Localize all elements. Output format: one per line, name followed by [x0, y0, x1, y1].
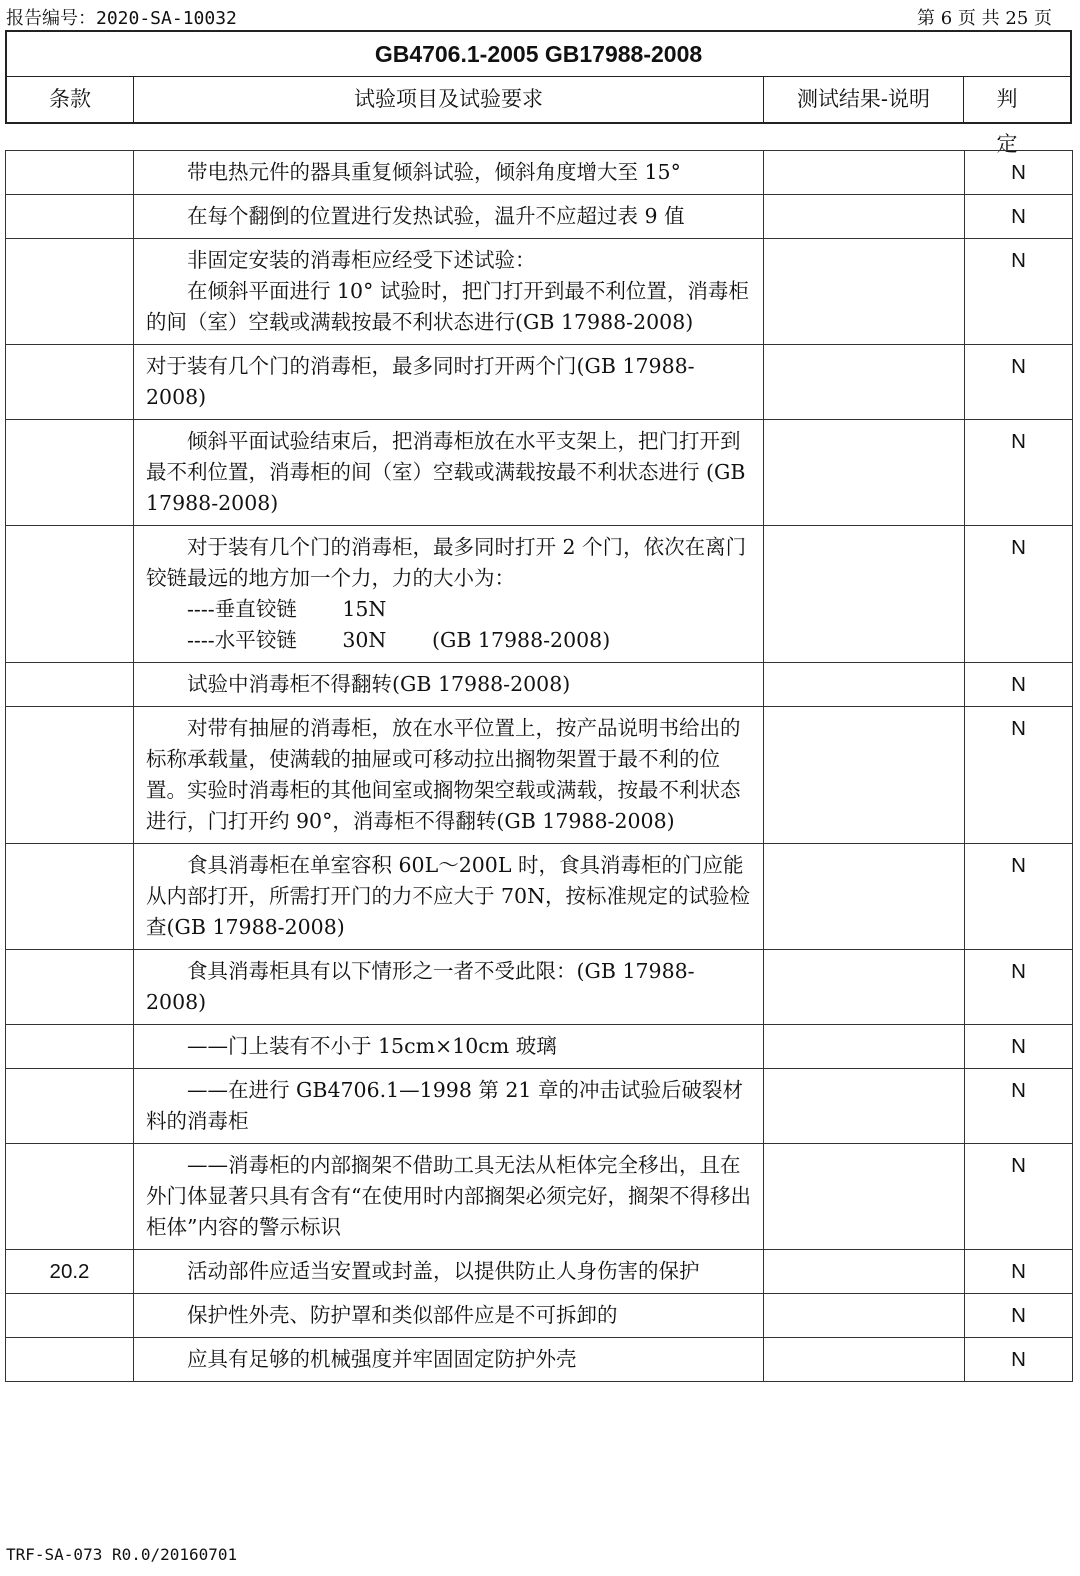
table-row	[6, 707, 1073, 844]
column-result: 测试结果-说明	[764, 77, 964, 122]
requirement-cell	[134, 1338, 764, 1382]
requirement-text: 应具有足够的机械强度并牢固固定防护外壳	[187, 1347, 577, 1371]
result-cell	[764, 707, 965, 844]
requirement-cell	[134, 1294, 764, 1338]
requirement-cell	[134, 151, 764, 195]
requirement-cell	[134, 345, 764, 420]
result-cell	[764, 151, 965, 195]
requirement-text: ----水平铰链 30N (GB 17988-2008)	[187, 628, 611, 652]
clause-cell	[6, 1144, 134, 1250]
table-row	[6, 151, 1073, 195]
requirement-cell	[134, 1025, 764, 1069]
requirement-text: 试验中消毒柜不得翻转(GB 17988-2008)	[187, 672, 571, 696]
table-row	[6, 950, 1073, 1025]
report-number: 报告编号：2020-SA-10032	[6, 8, 237, 29]
result-cell	[764, 1294, 965, 1338]
requirement-cell	[134, 420, 764, 526]
requirement-cell	[134, 663, 764, 707]
verdict-cell: N	[965, 707, 1073, 844]
requirement-cell	[134, 1144, 764, 1250]
table-row	[6, 663, 1073, 707]
clause-cell	[6, 1069, 134, 1144]
table-row	[6, 345, 1073, 420]
form-code: TRF-SA-073 R0.0/20160701	[6, 1545, 238, 1564]
clause-cell	[6, 1338, 134, 1382]
requirement-text: ——在进行 GB4706.1—1998 第 21 章的冲击试验后破裂材料的消毒柜	[146, 1078, 743, 1133]
table-row	[6, 844, 1073, 950]
table-row	[6, 1294, 1073, 1338]
table-row	[6, 1338, 1073, 1382]
column-requirement: 试验项目及试验要求	[134, 77, 764, 122]
result-cell	[764, 526, 965, 663]
table-row	[6, 420, 1073, 526]
verdict-cell: N	[965, 151, 1073, 195]
requirement-text: 带电热元件的器具重复倾斜试验，倾斜角度增大至 15°	[187, 160, 681, 184]
requirement-cell	[134, 526, 764, 663]
table-row	[6, 1144, 1073, 1250]
result-cell	[764, 420, 965, 526]
clause-cell	[6, 345, 134, 420]
clause-cell	[6, 1294, 134, 1338]
result-cell	[764, 195, 965, 239]
verdict-cell: N	[965, 195, 1073, 239]
column-verdict: 判 定	[996, 87, 1038, 156]
verdict-cell: N	[965, 1069, 1073, 1144]
column-clause: 条款	[7, 77, 134, 122]
requirement-cell	[134, 195, 764, 239]
requirement-text: 活动部件应适当安置或封盖，以提供防止人身伤害的保护	[187, 1259, 700, 1283]
requirement-cell	[134, 707, 764, 844]
verdict-cell: N	[965, 1294, 1073, 1338]
result-cell	[764, 1069, 965, 1144]
verdict-cell: N	[965, 1338, 1073, 1382]
clause-cell	[6, 663, 134, 707]
requirement-text: 食具消毒柜具有以下情形之一者不受此限：(GB 17988-2008)	[146, 959, 695, 1014]
clause-cell	[6, 526, 134, 663]
requirement-cell	[134, 1250, 764, 1294]
requirement-text: ----垂直铰链 15N	[187, 597, 387, 621]
clause-cell: 20.2	[6, 1250, 134, 1294]
table-row	[6, 526, 1073, 663]
requirement-text: 食具消毒柜在单室容积 60L～200L 时，食具消毒柜的门应能从内部打开，所需打开门的力不应大于 70N，按标准规定的试验检查(GB 17988-2008)	[146, 853, 751, 939]
table-row	[6, 1069, 1073, 1144]
requirement-cell	[134, 950, 764, 1025]
clause-cell	[6, 950, 134, 1025]
verdict-cell: N	[965, 844, 1073, 950]
verdict-cell: N	[965, 239, 1073, 345]
result-cell	[764, 950, 965, 1025]
requirement-cell	[134, 239, 764, 345]
verdict-cell: N	[965, 420, 1073, 526]
verdict-cell: N	[965, 1025, 1073, 1069]
result-cell	[764, 1338, 965, 1382]
requirement-text: 对于装有几个门的消毒柜，最多同时打开两个门(GB 17988-2008)	[146, 354, 695, 409]
verdict-cell: N	[965, 345, 1073, 420]
standards-title: GB4706.1-2005 GB17988-2008	[7, 32, 1070, 77]
table-row	[6, 1250, 1073, 1294]
requirement-text: 在倾斜平面进行 10° 试验时，把门打开到最不利位置，消毒柜的间（室）空载或满载按最不利状态进行(GB 17988-2008)	[146, 279, 749, 334]
verdict-cell: N	[965, 663, 1073, 707]
verdict-cell: N	[965, 1250, 1073, 1294]
clause-cell	[6, 707, 134, 844]
verdict-cell: N	[965, 1144, 1073, 1250]
result-cell	[764, 1144, 965, 1250]
clause-cell	[6, 151, 134, 195]
result-cell	[764, 345, 965, 420]
requirement-text: 在每个翻倒的位置进行发热试验，温升不应超过表 9 值	[187, 204, 685, 228]
clause-cell	[6, 844, 134, 950]
requirement-text: ——门上装有不小于 15cm×10cm 玻璃	[187, 1034, 557, 1058]
clause-cell	[6, 195, 134, 239]
clause-cell	[6, 239, 134, 345]
requirement-text: 保护性外壳、防护罩和类似部件应是不可拆卸的	[187, 1303, 618, 1327]
verdict-cell: N	[965, 950, 1073, 1025]
table-row	[6, 195, 1073, 239]
requirement-cell	[134, 1069, 764, 1144]
clause-cell	[6, 1025, 134, 1069]
clause-cell	[6, 420, 134, 526]
result-cell	[764, 1025, 965, 1069]
table-row	[6, 1025, 1073, 1069]
requirement-text: 非固定安装的消毒柜应经受下述试验：	[187, 248, 536, 272]
requirement-text: 对于装有几个门的消毒柜，最多同时打开 2 个门，依次在离门铰链最远的地方加一个力，力的大小为：	[146, 535, 747, 590]
table-row	[6, 239, 1073, 345]
result-cell	[764, 844, 965, 950]
requirement-text: ——消毒柜的内部搁架不借助工具无法从柜体完全移出，且在外门体显著只具有含有“在使用时内部搁架必须完好，搁架不得移出柜体”内容的警示标识	[146, 1153, 751, 1239]
result-cell	[764, 663, 965, 707]
requirement-text: 倾斜平面试验结束后，把消毒柜放在水平支架上，把门打开到最不利位置，消毒柜的间（室）空载或满载按最不利状态进行 (GB 17988-2008)	[146, 429, 746, 515]
header-columns	[7, 77, 1070, 156]
test-table	[5, 150, 1073, 1382]
requirement-text: 对带有抽屉的消毒柜，放在水平位置上，按产品说明书给出的标称承载量，使满载的抽屉或可移动拉出搁物架置于最不利的位置。实验时消毒柜的其他间室或搁物架空载或满载，按最不利状态进行，门打开约 90°，消毒柜不得翻转(GB 17988-2008)	[146, 716, 741, 833]
verdict-cell: N	[965, 526, 1073, 663]
requirement-cell	[134, 844, 764, 950]
page-indicator: 第 6 页 共 25 页	[917, 8, 1052, 29]
result-cell	[764, 239, 965, 345]
table-header	[5, 30, 1072, 156]
result-cell	[764, 1250, 965, 1294]
